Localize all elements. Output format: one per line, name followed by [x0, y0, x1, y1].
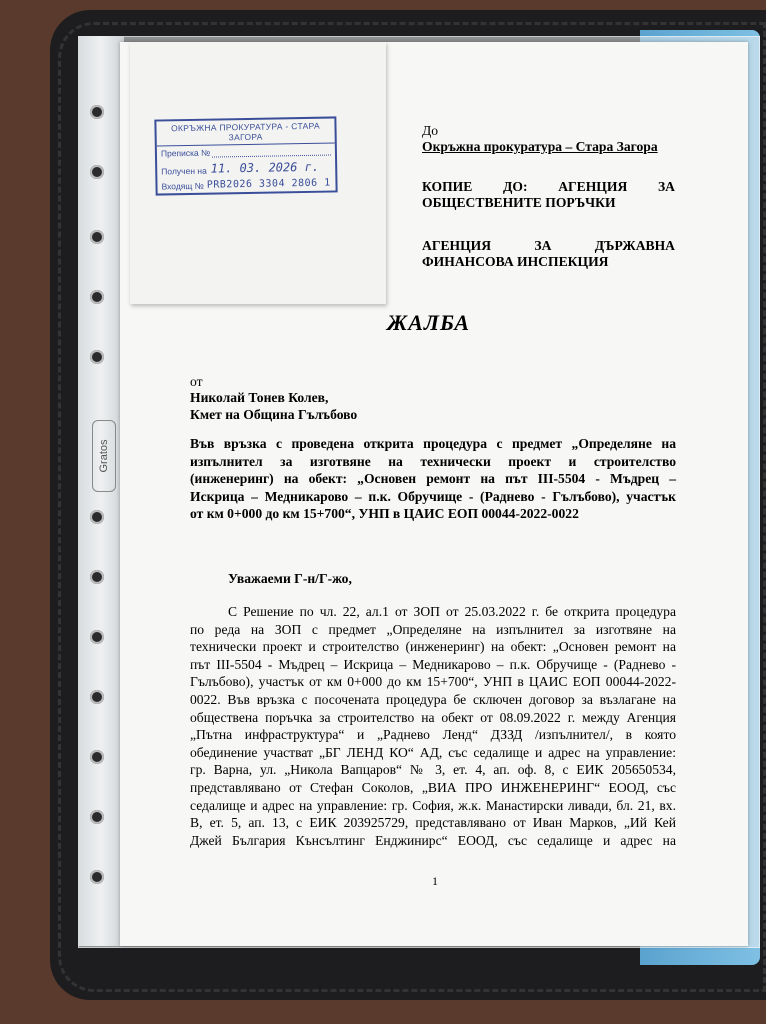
body-line: С Решение по чл. 22, ал.1 от ЗОП от 25.03.2022 г. бе открита процедура [228, 604, 676, 619]
sleeve-brand-text: Gratos [98, 439, 110, 473]
agency-line1: АГЕНЦИЯ ЗА ДЪРЖАВНА [422, 238, 675, 253]
sender-from: от [190, 374, 203, 389]
agency-line2: ФИНАНСОВА ИНСПЕКЦИЯ [422, 254, 609, 269]
punch-hole [90, 870, 104, 884]
body-line: обединение участват „БГ ЛЕНД КО“ АД, със седалище и адрес на управление: [190, 744, 676, 760]
document-title: ЖАЛБА [387, 310, 471, 335]
addressee-to: До [422, 123, 439, 138]
stamp-incoming-label: Входящ № [161, 180, 204, 192]
stamp-file-label: Преписка № [160, 147, 211, 159]
body-line: 0022. Във връзка с посочената процедура бе сключен договор за възлагане на [190, 691, 676, 707]
body-line: седалище и адрес на управление: гр. София, ж.к. Манастирски ливади, бл. 21, вх. [190, 797, 676, 813]
punch-hole [90, 165, 104, 179]
stamp-received-date: 11. 03. 2026 г. [210, 159, 320, 176]
subject-line: изпълнител за изготвяне на технически проект и строителство [190, 453, 676, 469]
sender-name: Николай Тонев Колев, [190, 390, 329, 405]
sender-position: Кмет на Община Гълъбово [190, 407, 358, 422]
body-line: Джей България Кънсълтинг Енджинирс“ ЕООД, със седалище и адрес на [190, 832, 676, 848]
copy-to-line2: ОБЩЕСТВЕНИТЕ ПОРЪЧКИ [422, 195, 616, 210]
punch-hole [90, 630, 104, 644]
subject-line: от км 0+000 до км 15+700“, УНП в ЦАИС ЕОП 00044-2022-0022 [190, 506, 579, 522]
body-line: В, ет. 5, ап. 13, с ЕИК 203925729, представлявано от Иван Марков, „Ий Кей [190, 815, 676, 831]
copy-to-line1: КОПИЕ ДО: АГЕНЦИЯ ЗА [422, 179, 675, 194]
subject-line: Искрица – Медникарово – п.к. Обручище - (Раднево - Гълъбово), участък [190, 488, 676, 504]
body-line: по реда на ЗОП с предмет „Определяне на изпълнител за изготвяне на [190, 621, 676, 637]
body-line: обществена поръчка за строителство на обект от 08.09.2022 г. между Агенция [190, 709, 676, 725]
stamp-row-incoming [157, 175, 335, 193]
registration-stamp [154, 116, 337, 195]
subject-line: Във връзка с проведена открита процедура с предмет „Определяне на [190, 436, 676, 451]
punch-hole [90, 750, 104, 764]
sleeve-brand-logo [92, 420, 116, 492]
body-line: път III-5504 - Мъдрец – Искрица – Медникарово – п.к. Обручище - (Раднево - [190, 656, 676, 672]
punch-hole [90, 810, 104, 824]
punch-hole [90, 230, 104, 244]
punch-hole [90, 350, 104, 364]
punch-hole [90, 290, 104, 304]
page-number: 1 [432, 874, 438, 888]
body-line: гр. Варна, ул. „Никола Вапцаров“ № 3, ет. 4, ап. оф. 8, с ЕИК 205650534, [190, 762, 676, 778]
punch-hole [90, 690, 104, 704]
stamp-title: ОКРЪЖНА ПРОКУРАТУРА - СТАРА ЗАГОРА [156, 118, 334, 146]
stamp-incoming-number: PRB2026 3304 2806 1 [206, 177, 331, 191]
punch-hole [90, 570, 104, 584]
body-line: технически проект и строителство (инженеринг) на обект: „Основен ремонт на [190, 639, 676, 655]
body-line: представлявано от Стефан Соколов, „ВИА ПРО ИНЖЕНЕРИНГ“ ЕООД, със [190, 779, 676, 795]
addressee-office: Окръжна прокуратура – Стара Загора [422, 139, 658, 154]
body-line: „Пътна инфраструктура“ и „Раднево Ленд“ ДЗЗД /изпълнител/, в която [190, 727, 676, 743]
punch-hole [90, 105, 104, 119]
punch-hole [90, 510, 104, 524]
subject-paragraph [190, 435, 676, 523]
body-line: Гълъбово), участък от км 0+000 до км 15+700“, УНП в ЦАИС ЕОП 00044-2022- [190, 674, 676, 690]
body-paragraph [190, 603, 676, 849]
salutation: Уважаеми Г-н/Г-жо, [228, 571, 352, 586]
subject-line: (инженеринг) на обект: „Основен ремонт на път III-5504 - Мъдрец – [190, 471, 676, 487]
stamp-received-label: Получен на [161, 165, 207, 177]
